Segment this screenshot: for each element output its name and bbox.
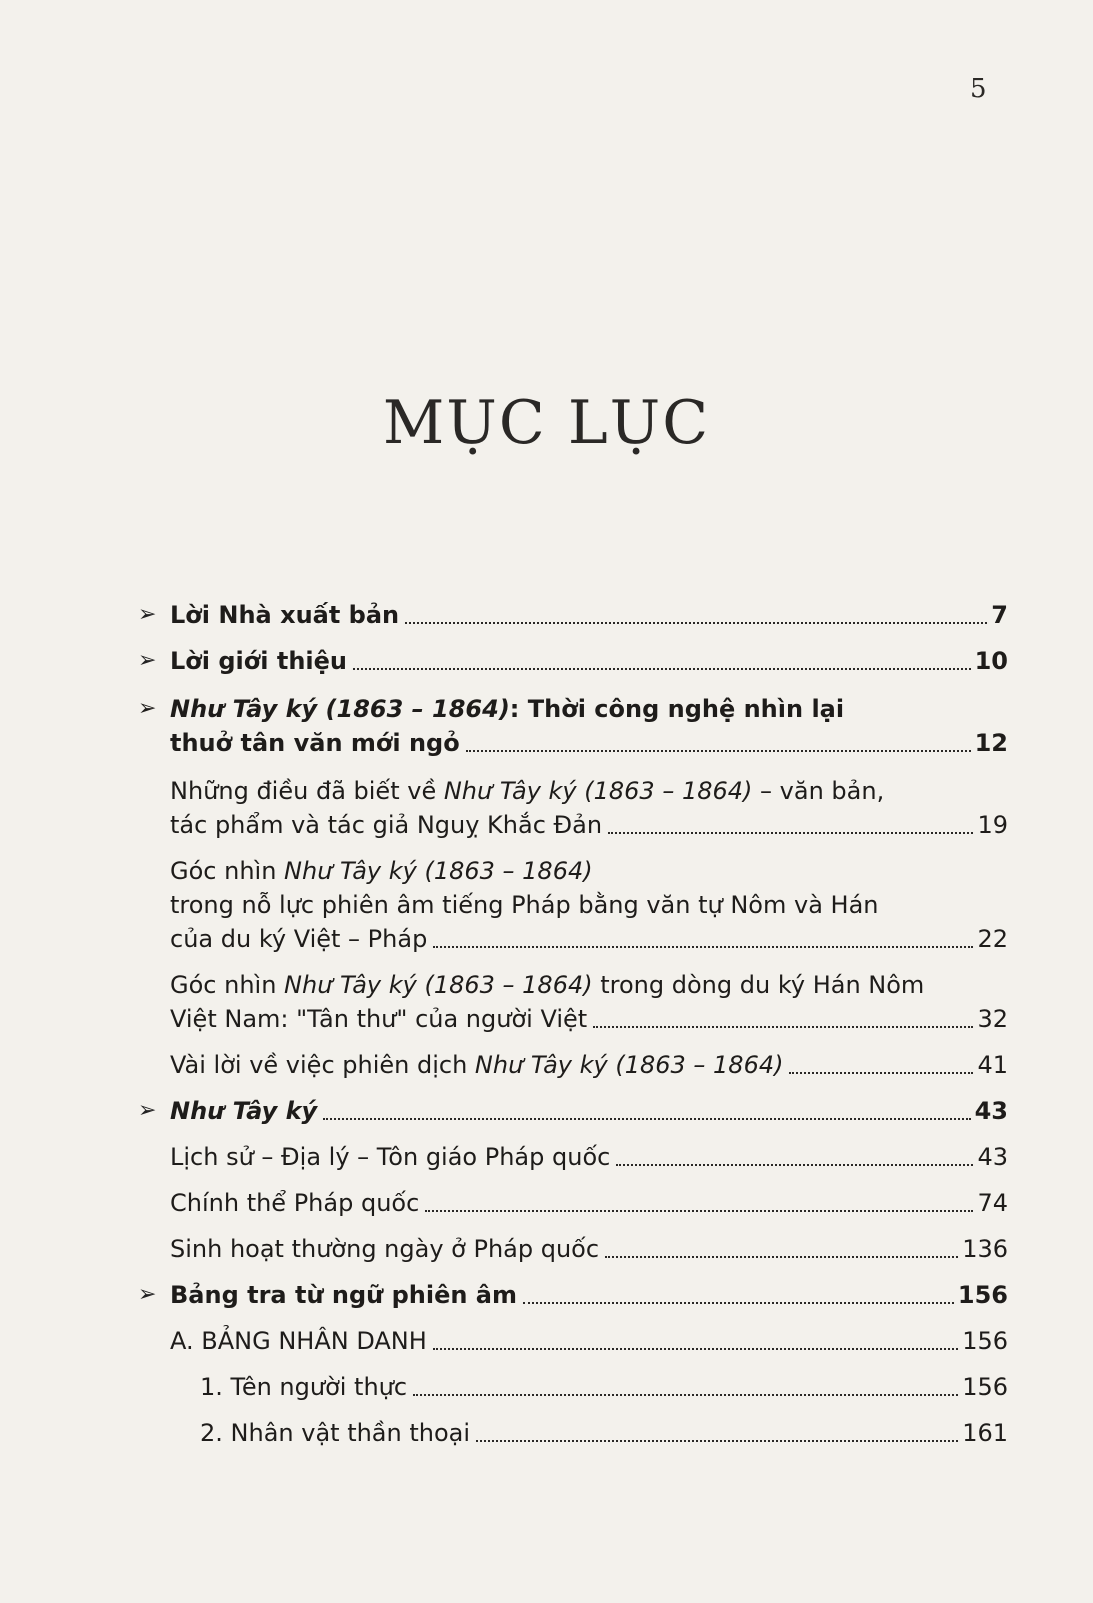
toc-entry-personal-names[interactable] (138, 1324, 1008, 1358)
arrow-bullet-icon: ➢ (138, 602, 157, 627)
toc-entry-title-italic: Như Tây ký (1863 – 1864) (170, 695, 510, 723)
toc-entry-title: 2. Nhân vật thần thoại (200, 1419, 471, 1447)
toc-entry-known-facts[interactable] (138, 774, 1008, 842)
toc-entry-travelogue-view[interactable] (138, 968, 1008, 1036)
dot-leader (413, 1394, 958, 1396)
dot-leader (425, 1210, 973, 1212)
dot-leader (608, 832, 973, 834)
dot-leader (616, 1164, 973, 1166)
toc-entry-daily-life[interactable] (138, 1232, 1008, 1266)
toc-entry-text-italic: Như Tây ký (1863 – 1864) (284, 971, 593, 999)
dot-leader (789, 1072, 973, 1074)
toc-entry-page: 41 (977, 1051, 1008, 1079)
arrow-bullet-icon: ➢ (138, 648, 157, 673)
toc-entry-page: 32 (977, 1005, 1008, 1033)
toc-entry-translation-note[interactable] (138, 1048, 1008, 1082)
toc-entry-text: Góc nhìn (170, 857, 285, 885)
toc-entry-text: trong dòng du ký Hán Nôm (592, 971, 925, 999)
toc-entry-page: 43 (977, 1143, 1008, 1171)
dot-leader (605, 1256, 958, 1258)
toc-entry-title: Lời Nhà xuất bản (170, 601, 400, 629)
arrow-bullet-icon: ➢ (138, 1282, 157, 1307)
dot-leader (523, 1302, 954, 1304)
toc-entry-text: Vài lời về việc phiên dịch (170, 1051, 475, 1079)
toc-entry-text: trong nỗ lực phiên âm tiếng Pháp bằng văn tự Nôm và Hán (170, 891, 879, 919)
toc-entry-title: Chính thể Pháp quốc (170, 1189, 420, 1217)
toc-entry-page: 19 (977, 811, 1008, 839)
toc-entry-history[interactable] (138, 1140, 1008, 1174)
toc-entry-page: 22 (977, 925, 1008, 953)
dot-leader (593, 1026, 973, 1028)
dot-leader (466, 750, 971, 752)
toc-entry-nhu-tay-ky[interactable] (138, 1094, 1008, 1128)
page-number: 5 (970, 74, 987, 104)
toc-entry-text: Góc nhìn (170, 971, 285, 999)
toc-entry-page: 161 (962, 1419, 1008, 1447)
toc-entry-text: Những điều đã biết về (170, 777, 444, 805)
dot-leader (433, 946, 973, 948)
toc-entry-title-line2: tác phẩm và tác giả Nguỵ Khắc Đản (170, 811, 603, 839)
toc-entry-title: Bảng tra từ ngữ phiên âm (170, 1281, 518, 1309)
dot-leader (353, 668, 971, 670)
dot-leader (476, 1440, 958, 1442)
toc-entry-page: 156 (957, 1281, 1008, 1309)
toc-entry-title-line2: thuở tân văn mới ngỏ (170, 729, 460, 757)
dot-leader (405, 622, 987, 624)
toc-entry-text-italic: Như Tây ký (1863 – 1864) (474, 1051, 784, 1079)
toc-entry-title-line2: Việt Nam: "Tân thư" của người Việt (170, 1005, 588, 1033)
toc-entry-text-italic: Như Tây ký (1863 – 1864) (284, 857, 593, 885)
toc-entry-title-line3: của du ký Việt – Pháp (170, 925, 428, 953)
toc-entry-title: : Thời công nghệ nhìn lại (509, 695, 845, 723)
toc-entry-page: 7 (991, 601, 1008, 629)
toc-entry-page: 156 (962, 1373, 1008, 1401)
toc-entry-title: 1. Tên người thực (200, 1373, 408, 1401)
toc-entry-mythical-figures[interactable] (168, 1416, 1008, 1450)
toc-entry-page: 156 (962, 1327, 1008, 1355)
toc-heading: MỤC LỤC (382, 388, 711, 458)
toc-entry-title: Lịch sử – Địa lý – Tôn giáo Pháp quốc (170, 1143, 611, 1171)
toc-entry-transcription-view[interactable] (138, 854, 1008, 956)
arrow-bullet-icon: ➢ (138, 1098, 157, 1123)
toc-entry-introduction[interactable] (138, 644, 1008, 678)
arrow-bullet-icon: ➢ (138, 696, 157, 721)
dot-leader (323, 1118, 970, 1120)
toc-entry-page: 136 (962, 1235, 1008, 1263)
toc-entry-title: A. BẢNG NHÂN DANH (170, 1327, 427, 1355)
toc-entry-page: 43 (974, 1097, 1008, 1125)
toc-entry-title: Sinh hoạt thường ngày ở Pháp quốc (170, 1235, 600, 1263)
toc-entry-title: Lời giới thiệu (170, 647, 347, 675)
toc-entry-essay-technology[interactable] (138, 692, 1008, 760)
toc-entry-real-names[interactable] (168, 1370, 1008, 1404)
toc-entry-glossary[interactable] (138, 1278, 1008, 1312)
toc-entry-page: 74 (977, 1189, 1008, 1217)
toc-entry-title: Như Tây ký (170, 1097, 318, 1125)
toc-entry-page: 12 (974, 729, 1008, 757)
toc-entry-publisher-note[interactable] (138, 598, 1008, 632)
toc-entry-text-italic: Như Tây ký (1863 – 1864) (443, 777, 753, 805)
dot-leader (433, 1348, 958, 1350)
toc-entry-page: 10 (974, 647, 1008, 675)
table-of-contents (138, 598, 1008, 1450)
toc-entry-polity[interactable] (138, 1186, 1008, 1220)
toc-entry-text: – văn bản, (752, 777, 885, 805)
